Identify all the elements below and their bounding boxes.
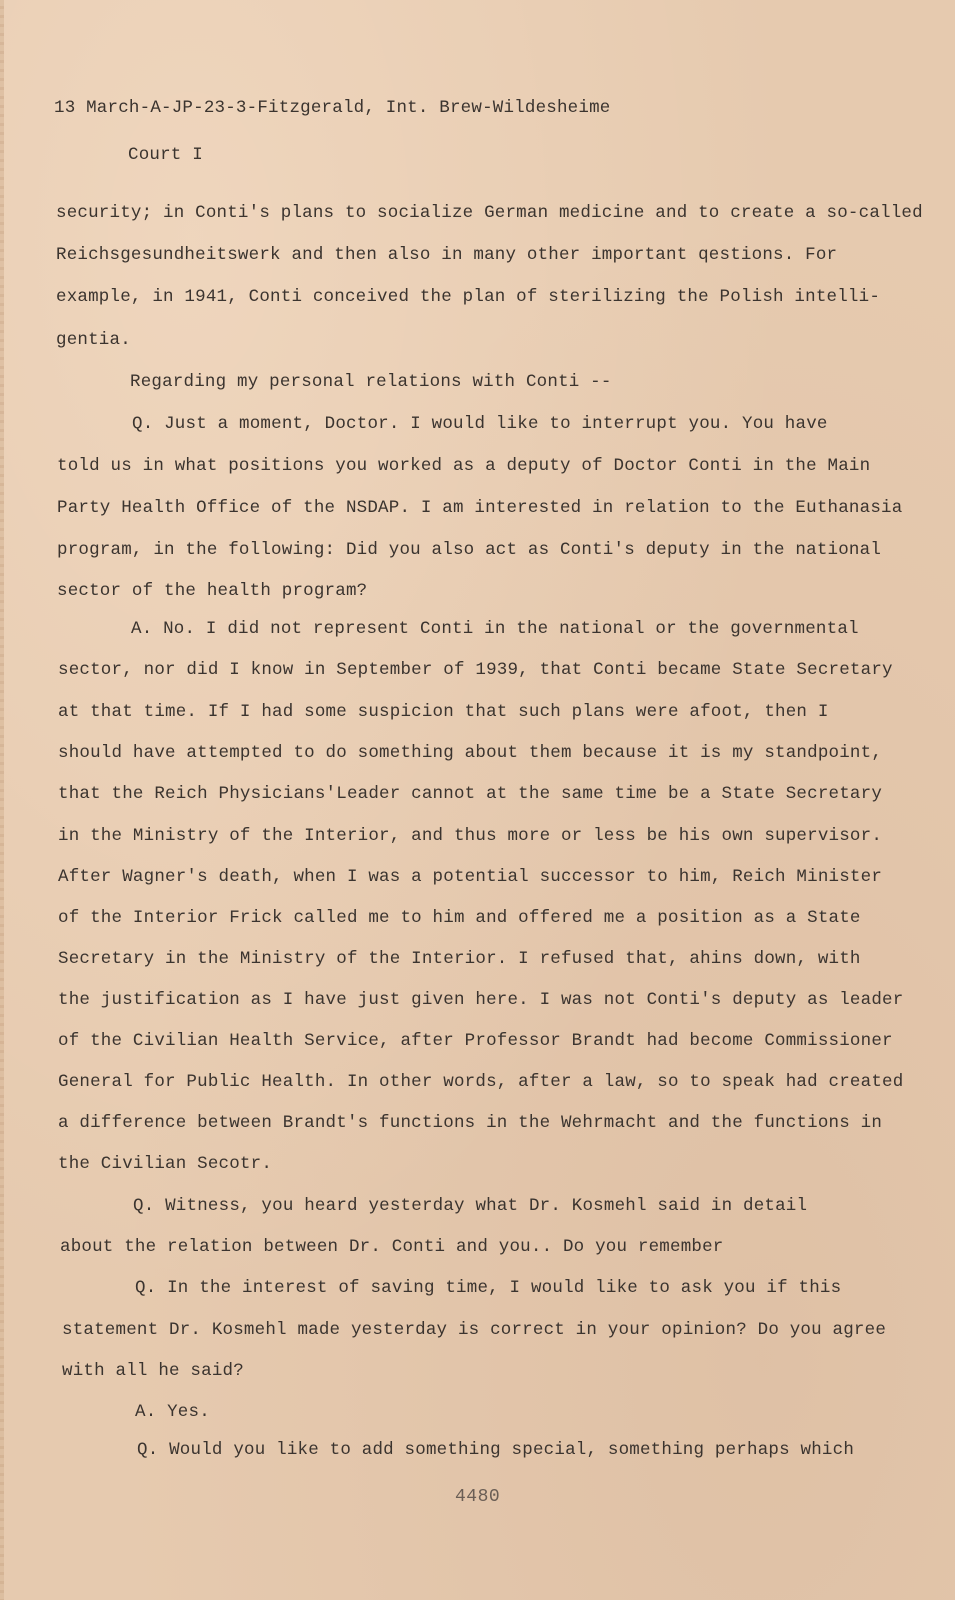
text-line: Q. Witness, you heard yesterday what Dr. Kosmehl said in detail <box>133 1196 808 1216</box>
text-line: the Civilian Secotr. <box>58 1154 273 1174</box>
header-line: 13 March-A-JP-23-3-Fitzgerald, Int. Brew-Wildesheime <box>54 98 611 118</box>
text-line: sector, nor did I know in September of 1939, that Conti became State Secretary <box>58 660 893 680</box>
text-line: security; in Conti's plans to socialize German medicine and to create a so-called <box>56 203 923 223</box>
text-line: Q. Just a moment, Doctor. I would like to interrupt you. You have <box>132 414 828 434</box>
text-line: After Wagner's death, when I was a potential successor to him, Reich Minister <box>58 867 883 887</box>
text-line: Q. In the interest of saving time, I would like to ask you if this <box>135 1278 842 1298</box>
text-line: that the Reich Physicians'Leader cannot at the same time be a State Secretary <box>58 784 883 804</box>
text-line: should have attempted to do something about them because it is my standpoint, <box>58 743 883 763</box>
text-line: about the relation between Dr. Conti and you.. Do you remember <box>60 1237 724 1257</box>
text-line: Reichsgesundheitswerk and then also in many other important qestions. For <box>56 245 838 265</box>
text-line: sector of the health program? <box>57 581 368 601</box>
text-line: gentia. <box>56 330 131 350</box>
text-line: statement Dr. Kosmehl made yesterday is correct in your opinion? Do you agree <box>62 1320 887 1340</box>
text-line: General for Public Health. In other words, after a law, so to speak had created <box>58 1072 904 1092</box>
text-line: with all he said? <box>62 1361 244 1381</box>
text-line: Q. Would you like to add something special, something perhaps which <box>137 1440 855 1460</box>
text-line: Regarding my personal relations with Conti -- <box>130 372 612 392</box>
text-line: in the Ministry of the Interior, and thus more or less be his own supervisor. <box>58 826 883 846</box>
text-line: at that time. If I had some suspicion that such plans were afoot, then I <box>58 702 829 722</box>
text-line: of the Interior Frick called me to him and offered me a position as a State <box>58 908 861 928</box>
text-line: a difference between Brandt's functions in the Wehrmacht and the functions in <box>58 1113 883 1133</box>
page-edge <box>0 0 4 1600</box>
text-line: A. Yes. <box>135 1402 210 1422</box>
text-line: Secretary in the Ministry of the Interior. I refused that, ahins down, with <box>58 949 861 969</box>
text-line: example, in 1941, Conti conceived the plan of sterilizing the Polish intelli- <box>56 287 881 307</box>
text-line: Party Health Office of the NSDAP. I am interested in relation to the Euthanasia <box>57 498 903 518</box>
page-number: 4480 <box>455 1487 501 1507</box>
text-line: the justification as I have just given here. I was not Conti's deputy as leader <box>58 990 904 1010</box>
header-court: Court I <box>128 145 203 165</box>
text-line: A. No. I did not represent Conti in the national or the governmental <box>131 619 859 639</box>
text-line: program, in the following: Did you also act as Conti's deputy in the national <box>57 540 882 560</box>
text-line: told us in what positions you worked as a deputy of Doctor Conti in the Main <box>57 456 871 476</box>
text-line: of the Civilian Health Service, after Professor Brandt had become Commissioner <box>58 1031 893 1051</box>
